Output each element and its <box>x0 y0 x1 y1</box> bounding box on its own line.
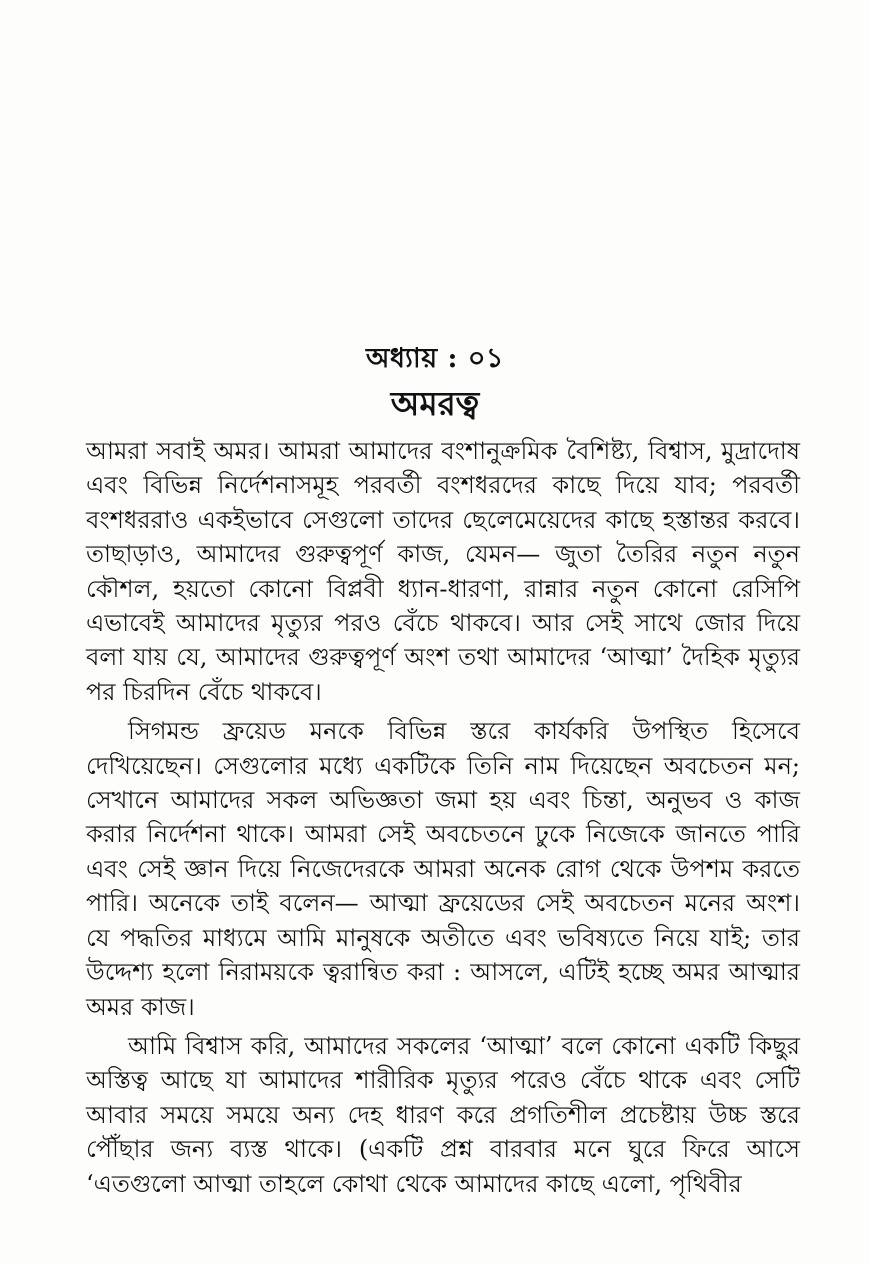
chapter-number: অধ্যায় : ০১ <box>366 343 504 374</box>
paragraph: আমি বিশ্বাস করি, আমাদের সকলের ‘আত্মা’ বলে কোনো একটি কিছুর অস্তিত্ব আছে যা আমাদের শারীরিক মৃত্যুর পরেও বেঁচে থাকে এবং সেটি আবার সময়ে সময়ে অন্য দেহ ধারণ করে প্রগতিশীল প্রচেষ্টায় উচ্চ স্তরে পৌঁছার জন্য ব্যস্ত থাকে। (একটি প্রশ্ন বারবার মনে ঘুরে ফিরে আসে ‘এতগুলো আত্মা তাহলে কোথা থেকে আমাদের কাছে এলো, পৃথিবীর <box>86 1031 800 1198</box>
chapter-body <box>86 434 800 1201</box>
chapter-title: অমরত্ব <box>390 384 480 423</box>
paragraph: সিগমন্ড ফ্রয়েড মনকে বিভিন্ন স্তরে কার্যকরি উপস্থিত হিসেবে দেখিয়েছেন। সেগুলোর মধ্যে একটিকে তিনি নাম দিয়েছেন অবচেতন মন; সেখানে আমাদের সকল অভিজ্ঞতা জমা হয় এবং চিন্তা, অনুভব ও কাজ করার নির্দেশনা থাকে। আমরা সেই অবচেতনে ঢুকে নিজেকে জানতে পারি এবং সেই জ্ঞান দিয়ে নিজেদেরকে আমরা অনেক রোগ থেকে উপশম করতে পারি। অনেকে তাই বলেন— আত্মা ফ্রয়েডের সেই অবচেতন মনের অংশ। যে পদ্ধতির মাধ্যমে আমি মানুষকে অতীতে এবং ভবিষ্যতে নিয়ে যাই; তার উদ্দেশ্য হলো নিরাময়কে ত্বরান্বিত করা : আসলে, এটিই হচ্ছে অমর আত্মার অমর কাজ। <box>86 717 800 1021</box>
paragraph: আমরা সবাই অমর। আমরা আমাদের বংশানুক্রমিক বৈশিষ্ট্য, বিশ্বাস, মুদ্রাদোষ এবং বিভিন্ন নির্দেশনাসমূহ পরবর্তী বংশধরদের কাছে দিয়ে যাব; পরবর্তী বংশধররাও একইভাবে সেগুলো তাদের ছেলেমেয়েদের কাছে হস্তান্তর করবে। তাছাড়াও, আমাদের গুরুত্বপূর্ণ কাজ, যেমন— জুতা তৈরির নতুন নতুন কৌশল, হয়তো কোনো বিপ্লবী ধ্যান-ধারণা, রান্নার নতুন কোনো রেসিপি এভাবেই আমাদের মৃত্যুর পরও বেঁচে থাকবে। আর সেই সাথে জোর দিয়ে বলা যায় যে, আমাদের গুরুত্বপূর্ণ অংশ তথা আমাদের ‘আত্মা’ দৈহিক মৃত্যুর পর চিরদিন বেঁচে থাকবে। <box>86 437 800 706</box>
